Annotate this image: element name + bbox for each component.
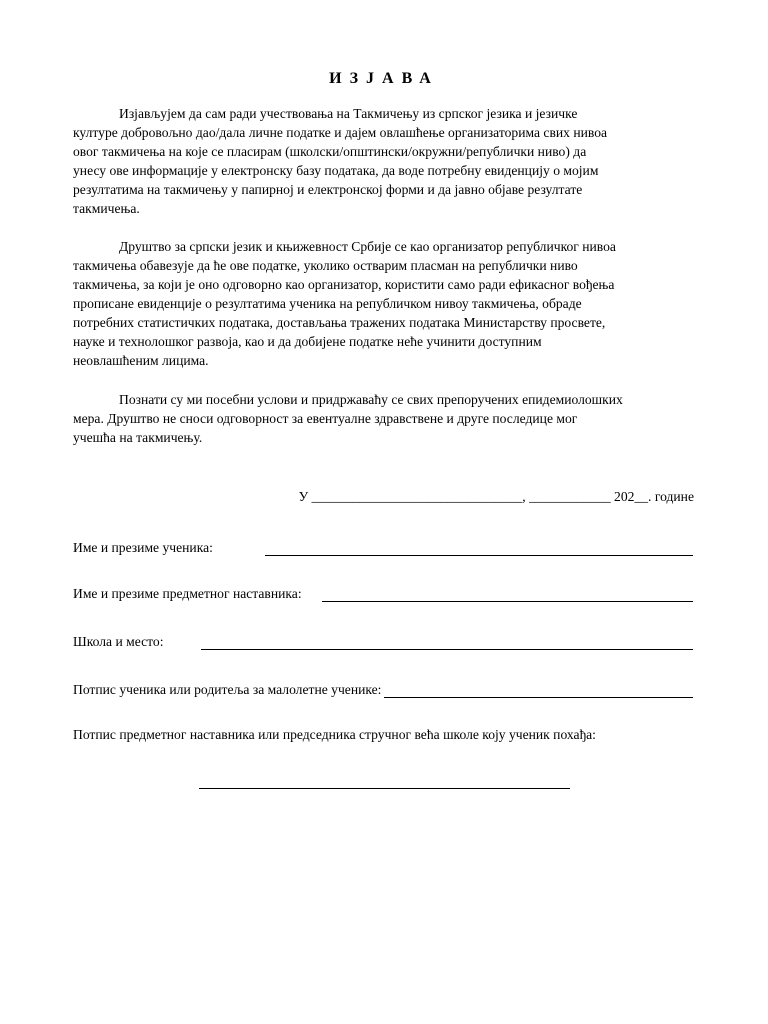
teacher-signature-blank[interactable] — [199, 788, 570, 789]
paragraph-line: неовлашћеним лицима. — [73, 353, 209, 368]
student-signature-field[interactable] — [73, 678, 693, 698]
paragraph-line: унесу ове информације у електронску базу података, да воде потребну евиденцију о мојим — [73, 163, 599, 178]
paragraph-line: овог такмичења на које се пласирам (школски/општински/окружни/републички ниво) да — [73, 144, 587, 159]
school-blank[interactable] — [201, 633, 693, 650]
teacher-signature-label: Потпис предметног наставника или председника стручног већа школе коју ученик похађа: — [73, 727, 596, 742]
place-date-line[interactable]: У _______________________________, ____________ 202__. године — [298, 489, 694, 504]
school-field[interactable] — [73, 630, 693, 650]
student-name-field[interactable] — [73, 536, 693, 556]
paragraph-line: такмичења, за који је оно одговорно као организатор, користити само ради ефикасног вођења — [73, 277, 615, 292]
paragraph-consent — [73, 104, 698, 218]
paragraph-line: науке и технолошког развоја, као и да добијене податке неће учинити доступним — [73, 334, 542, 349]
paragraph-line: Познати су ми посебни услови и придржаваћу се свих препоручених епидемиолошких — [119, 392, 623, 407]
paragraph-line: потребних статистичких података, достављања тражених података Министарству просвете, — [73, 315, 606, 330]
school-label: Школа и место: — [73, 634, 164, 649]
paragraph-epidemiological — [73, 390, 698, 447]
student-name-blank[interactable] — [265, 539, 693, 556]
teacher-name-field[interactable] — [73, 582, 693, 602]
student-signature-blank[interactable] — [384, 681, 693, 698]
paragraph-line: учешћа на такмичењу. — [73, 430, 203, 445]
paragraph-line: мера. Друштво не сноси одговорност за евентуалне здравствене и друге последице мог — [73, 411, 578, 426]
paragraph-line: културе добровољно дао/дала личне податке и дајем овлашћење организаторима свих нивоа — [73, 125, 608, 140]
paragraph-line: Друштво за српски језик и књижевност Србије се као организатор републичког нивоа — [119, 239, 616, 254]
paragraph-line: Изјављујем да сам ради учествовања на Такмичењу из српског језика и језичке — [119, 106, 578, 121]
paragraph-organizer — [73, 237, 698, 370]
paragraph-line: такмичења. — [73, 201, 140, 216]
teacher-name-label: Име и презиме предметног наставника: — [73, 586, 302, 601]
paragraph-line: такмичења обавезује да ће ове податке, уколико остварим пласман на републички ниво — [73, 258, 578, 273]
paragraph-line: прописане евиденције о резултатима ученика на републичком нивоу такмичења, обраде — [73, 296, 582, 311]
page-title: ИЗЈАВА — [329, 70, 439, 87]
student-signature-label: Потпис ученика или родитеља за малолетне ученике: — [73, 682, 382, 697]
teacher-name-blank[interactable] — [322, 585, 693, 602]
student-name-label: Име и презиме ученика: — [73, 540, 213, 555]
paragraph-line: резултатима на такмичењу у папирној и електронској форми и да јавно објаве резултате — [73, 182, 583, 197]
